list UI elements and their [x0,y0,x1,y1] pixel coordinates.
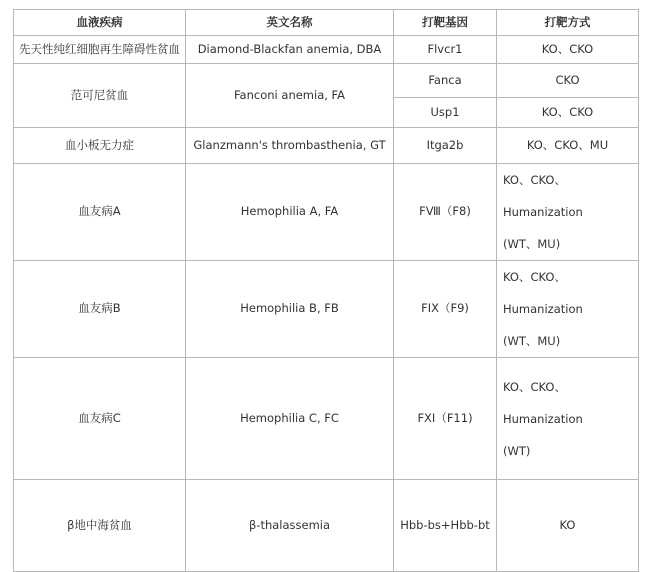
table-row [14,64,639,98]
english-name-cell: β-thalassemia [186,480,394,572]
method-line-1: KO、CKO、Humanization [503,270,583,316]
method-cell: KO、CKO、MU [497,128,639,164]
method-cell: KO、CKO [497,36,639,64]
disease-cell: 先天性纯红细胞再生障碍性贫血 [14,36,186,64]
disease-targeting-table [13,9,639,572]
gene-cell: Fanca [394,64,497,98]
disease-cell: 血小板无力症 [14,128,186,164]
method-cell: CKO [497,64,639,98]
header-english-name: 英文名称 [186,10,394,36]
disease-cell: 血友病B [14,261,186,358]
gene-cell: Flvcr1 [394,36,497,64]
header-target-gene: 打靶基因 [394,10,497,36]
gene-cell: FXI（F11) [394,358,497,480]
english-name-cell: Hemophilia B, FB [186,261,394,358]
method-line-2: (WT、MU) [503,237,561,251]
method-cell: KO、CKO [497,98,639,128]
method-cell: KO [497,480,639,572]
gene-cell: Usp1 [394,98,497,128]
english-name-cell: Glanzmann's thrombasthenia, GT [186,128,394,164]
method-line-2: (WT、MU) [503,334,561,348]
method-line-2: (WT) [503,443,531,458]
english-name-cell: Fanconi anemia, FA [186,64,394,128]
method-cell [497,358,639,480]
english-name-cell: Diamond-Blackfan anemia, DBA [186,36,394,64]
method-cell [497,261,639,358]
method-line-1: KO、CKO、Humanization [503,379,583,426]
table-row [14,36,639,64]
disease-cell: 血友病C [14,358,186,480]
disease-cell: β地中海贫血 [14,480,186,572]
method-line-1: KO、CKO、Humanization [503,173,583,219]
gene-cell: Hbb-bs+Hbb-bt [394,480,497,572]
gene-cell: FIX（F9) [394,261,497,358]
table-row [14,128,639,164]
english-name-cell: Hemophilia A, FA [186,164,394,261]
table-header-row [14,10,639,36]
english-name-cell: Hemophilia C, FC [186,358,394,480]
table-row [14,480,639,572]
table-row [14,164,639,261]
table-row [14,261,639,358]
gene-cell: FⅧ（F8) [394,164,497,261]
table-row [14,358,639,480]
header-targeting-method: 打靶方式 [497,10,639,36]
method-cell [497,164,639,261]
gene-cell: Itga2b [394,128,497,164]
header-disease: 血液疾病 [14,10,186,36]
disease-cell: 范可尼贫血 [14,64,186,128]
disease-cell: 血友病A [14,164,186,261]
